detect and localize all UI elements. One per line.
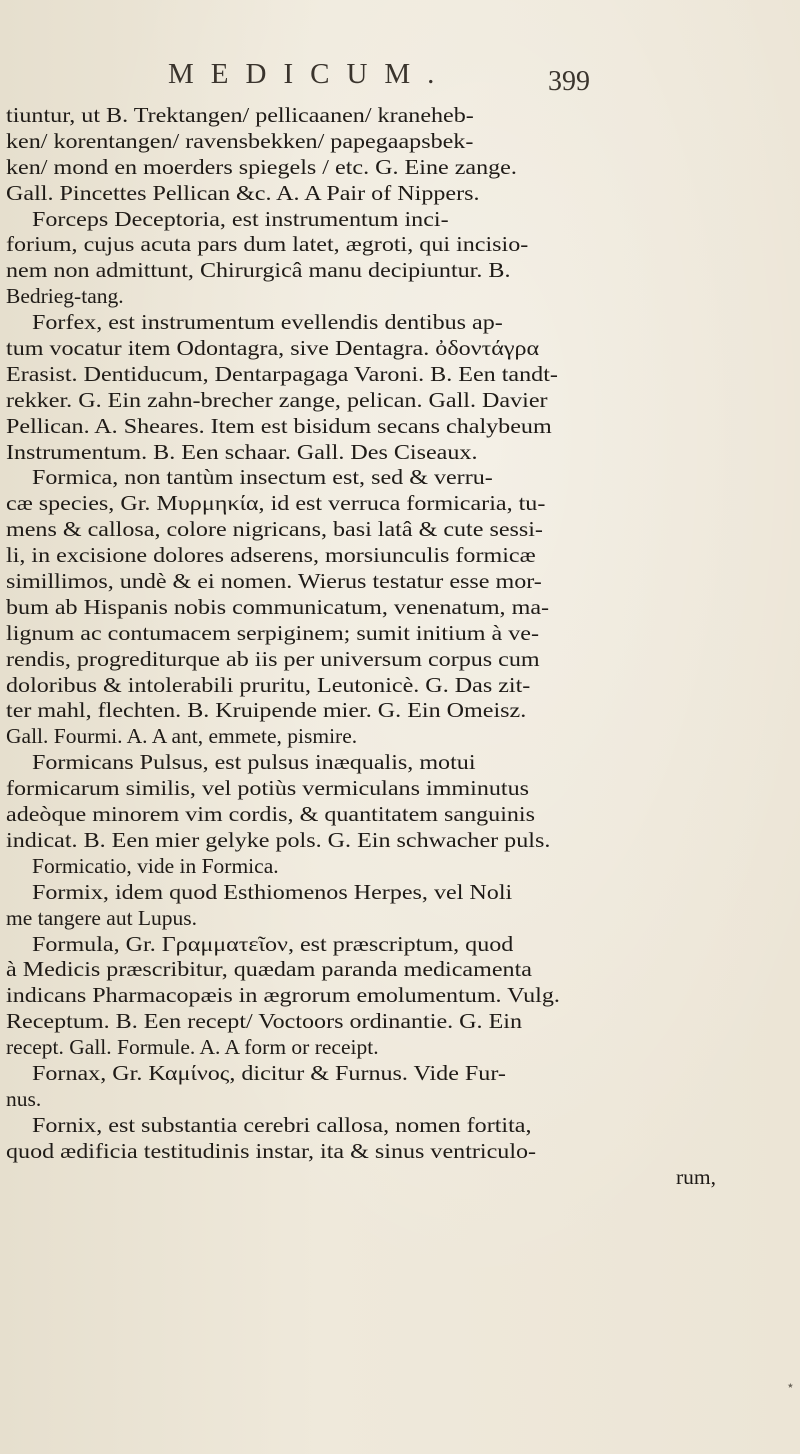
text-line-content: Erasist. Dentiducum, Dentarpagaga Varoni. B. Een tandt- [6,361,558,386]
text-line [0,310,800,336]
text-line-content: Gall. Pincettes Pellican &c. A. A Pair of Nippers. [6,180,480,205]
text-line-content: ken/ korentangen/ ravensbekken/ papegaapsbek- [6,128,474,153]
text-line-content: cæ species, Gr. Μυρμηκία, id est verruca formicaria, tu- [6,491,546,516]
text-line [0,284,800,310]
margin-mark: ⋆ [786,1378,795,1394]
text-line-content: Forfex, est instrumentum evellendis dentibus ap- [32,310,503,335]
page-header [0,58,800,98]
text-line [0,750,800,776]
text-line-content: Instrumentum. B. Een schaar. Gall. Des Ciseaux. [6,439,478,464]
text-line-content: indicans Pharmacopæis in ægrorum emolumentum. Vulg. [6,983,560,1008]
text-line [0,983,800,1009]
text-line [0,1009,800,1035]
text-line-content: Pellican. A. Sheares. Item est bisidum secans chalybeum [6,413,552,438]
text-line [0,776,800,802]
text-line-content: Receptum. B. Een recept/ Voctoors ordinantie. G. Ein [6,1009,523,1034]
dictionary-text-column [0,103,800,1190]
text-line-content: à Medicis præscribitur, quædam paranda medicamenta [6,957,532,982]
text-line-content: Formix, idem quod Esthiomenos Herpes, vel Noli [32,879,513,904]
text-line-content: rendis, progrediturque ab iis per universum corpus cum [6,646,540,671]
text-line-content: adeòque minorem vim cordis, & quantitatem sanguinis [6,802,535,827]
text-line [0,1035,800,1061]
text-line [0,569,800,595]
text-line [0,673,800,699]
text-line-content: rum, [676,1164,717,1189]
text-line [0,1139,800,1165]
text-line [0,698,800,724]
text-line [0,828,800,854]
text-line [0,724,800,750]
text-line-content: ken/ mond en moerders spiegels / etc. G. Eine zange. [6,154,517,179]
text-line [0,491,800,517]
text-line-content: Formula, Gr. Γραμματεῖον, est præscriptum, quod [32,931,514,956]
text-line-content: li, in excisione dolores adserens, morsiunculis formicæ [6,543,536,568]
text-line [0,181,800,207]
text-line-content: ter mahl, flechten. B. Kruipende mier. G. Ein Omeisz. [6,698,527,723]
running-title: MEDICUM. [168,58,452,90]
text-line [0,207,800,233]
text-line-content: tiuntur, ut B. Trektangen/ pellicaanen/ kraneheb- [6,103,474,127]
text-line [0,1113,800,1139]
text-line [0,155,800,181]
text-line-content: Gall. Fourmi. A. A ant, emmete, pismire. [6,724,358,749]
text-line-content: tum vocatur item Odontagra, sive Dentagra. ὀδοντάγρα [6,336,540,361]
text-line [0,362,800,388]
text-line [0,1087,800,1113]
text-line [0,880,800,906]
text-line-content: Formicatio, vide in Formica. [32,853,279,878]
text-line-content: Bedrieg-tang. [6,284,124,309]
text-line [0,802,800,828]
text-line-content: mens & callosa, colore nigricans, basi latâ & cute sessi- [6,517,543,542]
text-line-content: recept. Gall. Formule. A. A form or receipt. [6,1035,379,1060]
text-line-content: indicat. B. Een mier gelyke pols. G. Ein schwacher puls. [6,827,551,852]
text-line [0,595,800,621]
text-line [0,336,800,362]
text-line [0,1165,800,1191]
text-line [0,957,800,983]
text-line [0,906,800,932]
text-line [0,258,800,284]
text-line-content: lignum ac contumacem serpiginem; sumit initium à ve- [6,620,539,645]
text-line [0,103,800,129]
text-line-content: Forceps Deceptoria, est instrumentum inci- [32,206,449,231]
text-line-content: Fornix, est substantia cerebri callosa, nomen fortita, [32,1112,532,1137]
text-line-content: quod ædificia testitudinis instar, ita & sinus ventriculo- [6,1138,537,1163]
text-line-content: simillimos, undè & ei nomen. Wierus testatur esse mor- [6,569,542,594]
text-line-content: rekker. G. Ein zahn-brecher zange, pelican. Gall. Davier [6,387,548,412]
text-line-content: bum ab Hispanis nobis communicatum, venenatum, ma- [6,594,550,619]
text-line [0,232,800,258]
text-line-content: me tangere aut Lupus. [6,905,198,930]
text-line [0,1061,800,1087]
text-line-content: nus. [6,1086,42,1111]
text-line-content: Formicans Pulsus, est pulsus inæqualis, motui [32,750,476,775]
text-line [0,129,800,155]
text-line [0,465,800,491]
text-line [0,414,800,440]
text-line-content: doloribus & intolerabili pruritu, Leutonicè. G. Das zit- [6,672,531,697]
text-line [0,388,800,414]
text-line [0,543,800,569]
text-line [0,517,800,543]
text-line-content: formicarum similis, vel potiùs vermiculans imminutus [6,776,530,801]
page-number: 399 [548,66,590,97]
text-line [0,647,800,673]
text-line [0,621,800,647]
text-line [0,854,800,880]
text-line-content: Fornax, Gr. Καμίνος, dicitur & Furnus. Vide Fur- [32,1060,506,1085]
text-line [0,440,800,466]
text-line [0,932,800,958]
text-line-content: nem non admittunt, Chirurgicâ manu decipiuntur. B. [6,258,511,283]
text-line-content: forium, cujus acuta pars dum latet, ægroti, qui incisio- [6,232,529,257]
text-line-content: Formica, non tantùm insectum est, sed & verru- [32,465,493,490]
